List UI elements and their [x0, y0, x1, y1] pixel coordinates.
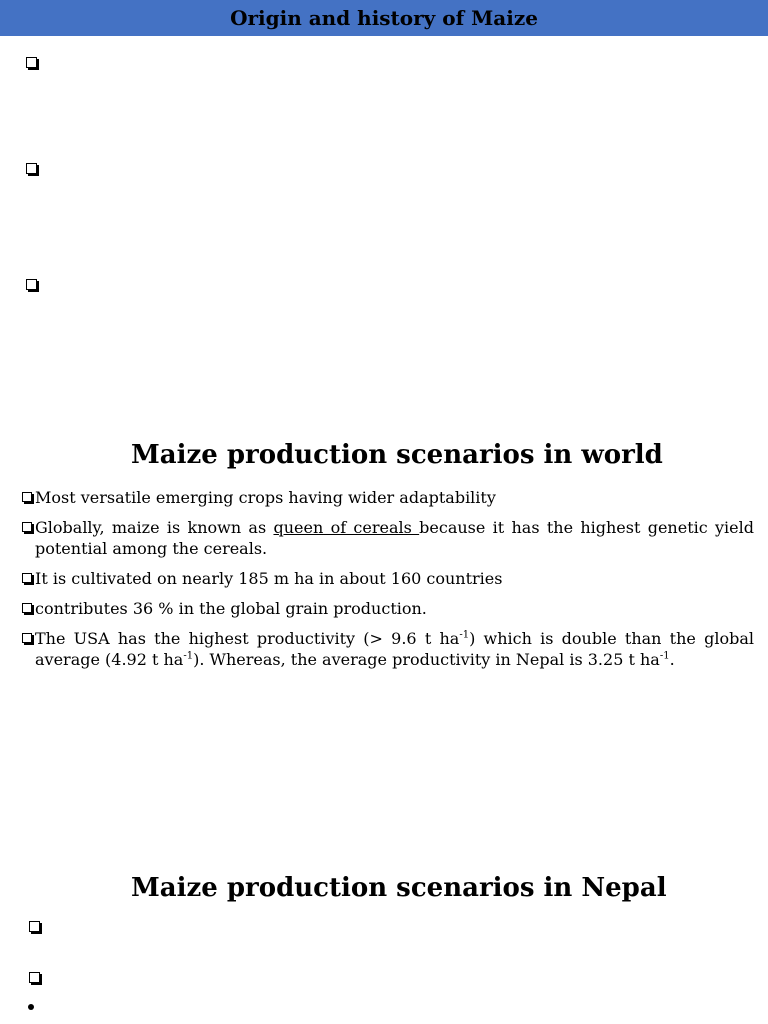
list-item: Globally, maize is known as queen of cereals because it has the highest genetic yield potential among the cereals.: [22, 517, 754, 559]
world-section-heading: Maize production scenarios in world: [131, 440, 663, 470]
empty-bullet-icon: [29, 921, 40, 932]
page-title: Origin and history of Maize: [230, 6, 538, 30]
title-bar: [0, 0, 768, 36]
list-item: contributes 36 % in the global grain production.: [22, 598, 754, 619]
empty-bullet-icon: [26, 163, 37, 174]
list-item: It is cultivated on nearly 185 m ha in about 160 countries: [22, 568, 754, 589]
empty-bullet-icon: [26, 57, 37, 68]
round-bullet-icon: [28, 1004, 34, 1010]
empty-bullet-icon: [26, 279, 37, 290]
nepal-section-heading: Maize production scenarios in Nepal: [131, 873, 667, 903]
queen-of-cereals-term: queen of cereals: [273, 518, 420, 537]
list-item: The USA has the highest productivity (> 9.6 t $ha^{-1}$) which is double than the global average (4.92 t $ha^{-1}$). Whereas, the average productivity in Nepal is 3.25 t $ha^{-1}$.: [22, 628, 754, 670]
list-item: Most versatile emerging crops having wider adaptability: [22, 487, 754, 508]
empty-bullet-icon: [29, 972, 40, 983]
world-bullet-list: [22, 487, 754, 679]
